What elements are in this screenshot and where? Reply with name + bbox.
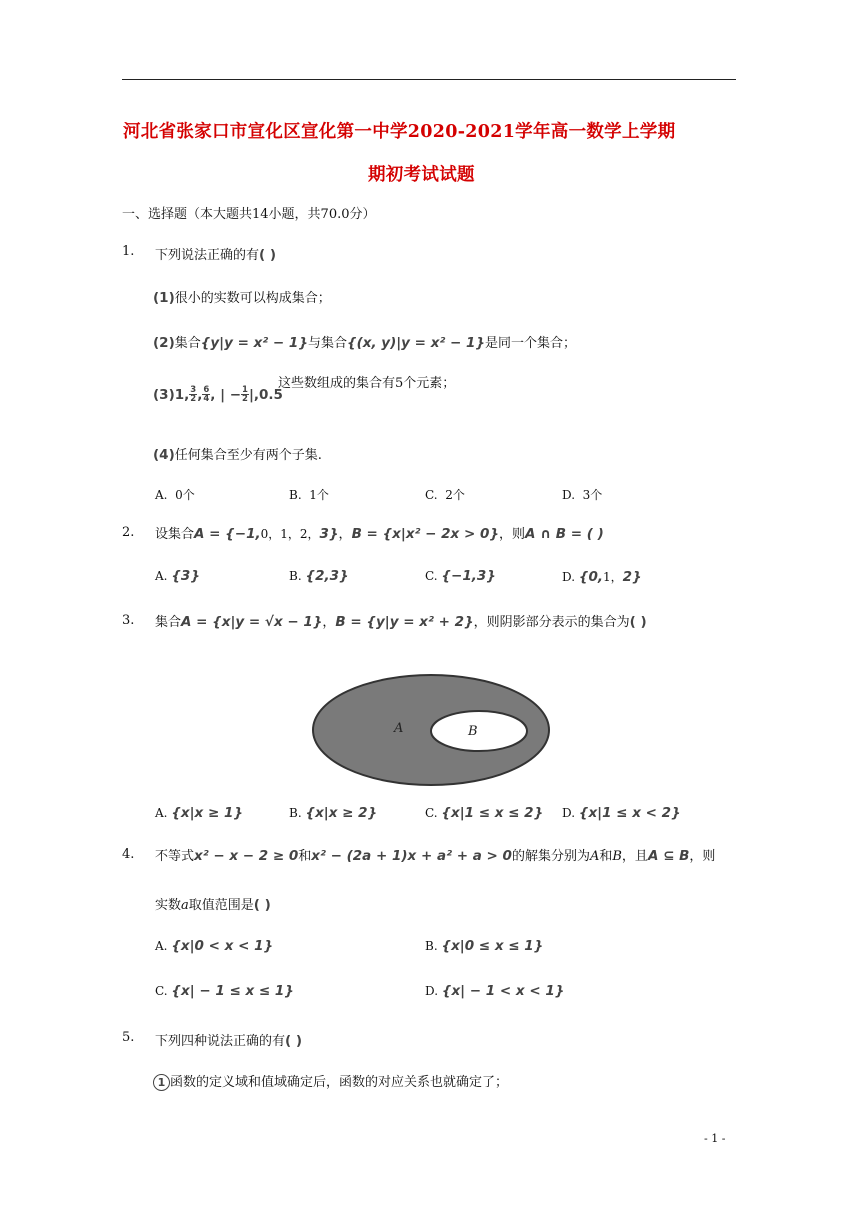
stem-text: 的解集分别为 [511,849,590,864]
header-rule [122,79,736,80]
fraction-denominator: 2 [190,394,197,404]
option-label: A. [155,569,168,583]
statement-2 [153,332,576,351]
question-number: 4. [122,847,135,862]
math-set: {(x, y)|y = x² − 1} [346,335,486,351]
statement-tag: (2) [153,335,175,351]
option-label: A. [155,488,168,502]
option-label: C. [425,569,438,583]
math-set: A = {x|y = √x − 1} [181,614,323,630]
stem-text: 和 [599,849,613,864]
math-set: B = {y|y = x² + 2} [335,614,474,630]
stem-text: ， [322,615,336,630]
math-set: {y|y = x² − 1} [200,335,308,351]
option-label: A. [155,939,168,953]
document-title-line-1: 河北省张家口市宣化区宣化第一中学2020-2021学年高一数学上学期 [123,122,676,142]
option-label: B. [289,488,302,502]
option-text: 2个 [445,488,465,502]
option-math: {3} [171,568,200,584]
option-label: B. [289,806,302,820]
option-math: {x| − 1 < x < 1} [441,983,565,999]
fraction-denominator: 2 [242,394,248,404]
statement-4 [153,444,322,463]
question-stem [155,611,647,630]
question-stem [155,244,276,263]
answer-paren: ( ) [629,614,647,630]
stem-text: 下列四种说法正确的有 [155,1034,286,1049]
option-d[interactable] [562,486,602,503]
option-label: D. [562,488,576,502]
stem-text: ，且 [621,849,648,864]
option-math: {x|1 ≤ x ≤ 2} [441,805,544,821]
math-set: 3} [319,526,339,542]
stem-text: 取值范围是 [188,898,254,913]
question-number: 3. [122,613,135,628]
option-d[interactable] [562,568,642,585]
fraction-numerator: 6 [203,385,210,395]
math-abs: |,0.5 [248,387,283,403]
stem-text: 和 [298,849,312,864]
option-text: 3个 [582,488,603,502]
option-label: D. [562,570,576,584]
math-number: 1, [174,387,190,403]
statement-3-text: 这些数组成的集合有5个元素； [278,376,456,391]
math-set: B = {x|x² − 2x > 0} [351,526,499,542]
fraction-numerator: 3 [190,385,197,395]
option-a[interactable] [155,805,243,821]
stem-text: 集合 [155,615,182,630]
math-abs: , | − [210,387,242,403]
set-b-label: B [468,724,478,739]
math-variable: B [612,849,622,864]
option-a[interactable] [155,938,273,954]
answer-paren: ( ) [285,1033,303,1049]
math-plain: 0，1，2， [260,527,320,541]
math-set: A = {−1, [194,526,261,542]
option-label: D. [562,806,576,820]
answer-paren: ( ) [259,247,277,263]
statement-text: 很小的实数可以构成集合； [174,291,331,306]
option-text: 1个 [309,488,329,502]
fraction-denominator: 4 [203,394,210,404]
option-text: 0个 [175,488,195,502]
option-label: C. [155,984,168,998]
stem-text: 不等式 [155,849,195,864]
answer-paren: ( ) [253,897,271,913]
option-math: {x| − 1 ≤ x ≤ 1} [171,983,294,999]
page-number: - 1 - [704,1132,726,1145]
set-b-region [431,711,527,751]
option-a[interactable] [155,568,200,584]
statement-text: 集合 [174,336,201,351]
statement-text: 与集合 [307,336,347,351]
option-a[interactable] [155,486,195,503]
option-math: {2,3} [305,568,349,584]
statement-3-math [153,384,283,403]
fraction [189,386,197,403]
option-d[interactable] [562,805,681,821]
section-heading: 一、选择题（本大题共14小题，共70.0分） [122,207,376,222]
statement-text: 函数的定义域和值域确定后，函数的对应关系也就确定了； [170,1075,509,1090]
document-title-line-2: 期初考试试题 [368,165,475,185]
set-a-label: A [394,721,404,736]
option-c[interactable] [425,805,543,821]
circled-number: 1 [153,1074,170,1091]
option-label: B. [289,569,302,583]
option-label: B. [425,939,438,953]
question-number: 5. [122,1030,135,1045]
option-math: {x|x ≥ 1} [171,805,243,821]
option-math: {x|0 ≤ x ≤ 1} [441,938,544,954]
statement-1 [153,287,331,306]
math-inequality: x² − (2a + 1)x + a² + a > 0 [311,848,512,864]
stem-text: 设集合 [155,527,195,542]
statement-tag: (4) [153,447,175,463]
option-math: {−1,3} [441,568,496,584]
venn-diagram [310,672,552,788]
stem-text: ， [338,527,352,542]
option-b[interactable] [289,805,377,821]
statement-1 [153,1071,508,1091]
question-number: 1. [122,244,135,259]
option-label: C. [425,488,438,502]
option-b[interactable] [289,486,329,503]
math-variable: a [181,898,189,913]
question-stem-line-2 [155,894,271,913]
question-stem [155,523,604,542]
statement-text: 是同一个集合； [485,336,577,351]
math-expression: A ∩ B = ( ) [524,526,604,542]
fraction-numerator: 1 [242,385,248,395]
math-inequality: x² − x − 2 ≥ 0 [194,848,299,864]
math-variable: A [589,849,600,864]
option-math: {0, [578,569,603,585]
option-d[interactable] [425,983,564,999]
option-b[interactable] [289,568,349,584]
statement-tag: (1) [153,290,175,306]
stem-text: ，则 [689,849,716,864]
option-label: C. [425,806,438,820]
option-label: D. [425,984,439,998]
option-label: A. [155,806,168,820]
option-math: 2} [622,569,642,585]
stem-text: ，则 [498,527,525,542]
option-c[interactable] [425,568,496,584]
stem-text: 实数 [155,898,182,913]
math-comma: , [197,387,203,403]
option-math: {x|x ≥ 2} [305,805,378,821]
statement-tag: (3) [153,387,175,403]
math-expression: A ⊆ B [647,848,690,864]
question-stem [155,1030,302,1049]
question-number: 2. [122,525,135,540]
option-b[interactable] [425,938,543,954]
option-math: {x|1 ≤ x < 2} [578,805,681,821]
statement-text: 任何集合至少有两个子集. [174,448,322,463]
option-c[interactable] [425,486,465,503]
stem-text: 下列说法正确的有 [155,248,260,263]
option-text: 1， [602,570,623,584]
question-stem [155,845,715,864]
option-math: {x|0 < x < 1} [171,938,274,954]
option-c[interactable] [155,983,294,999]
stem-text: ，则阴影部分表示的集合为 [473,615,630,630]
fraction [241,386,249,403]
